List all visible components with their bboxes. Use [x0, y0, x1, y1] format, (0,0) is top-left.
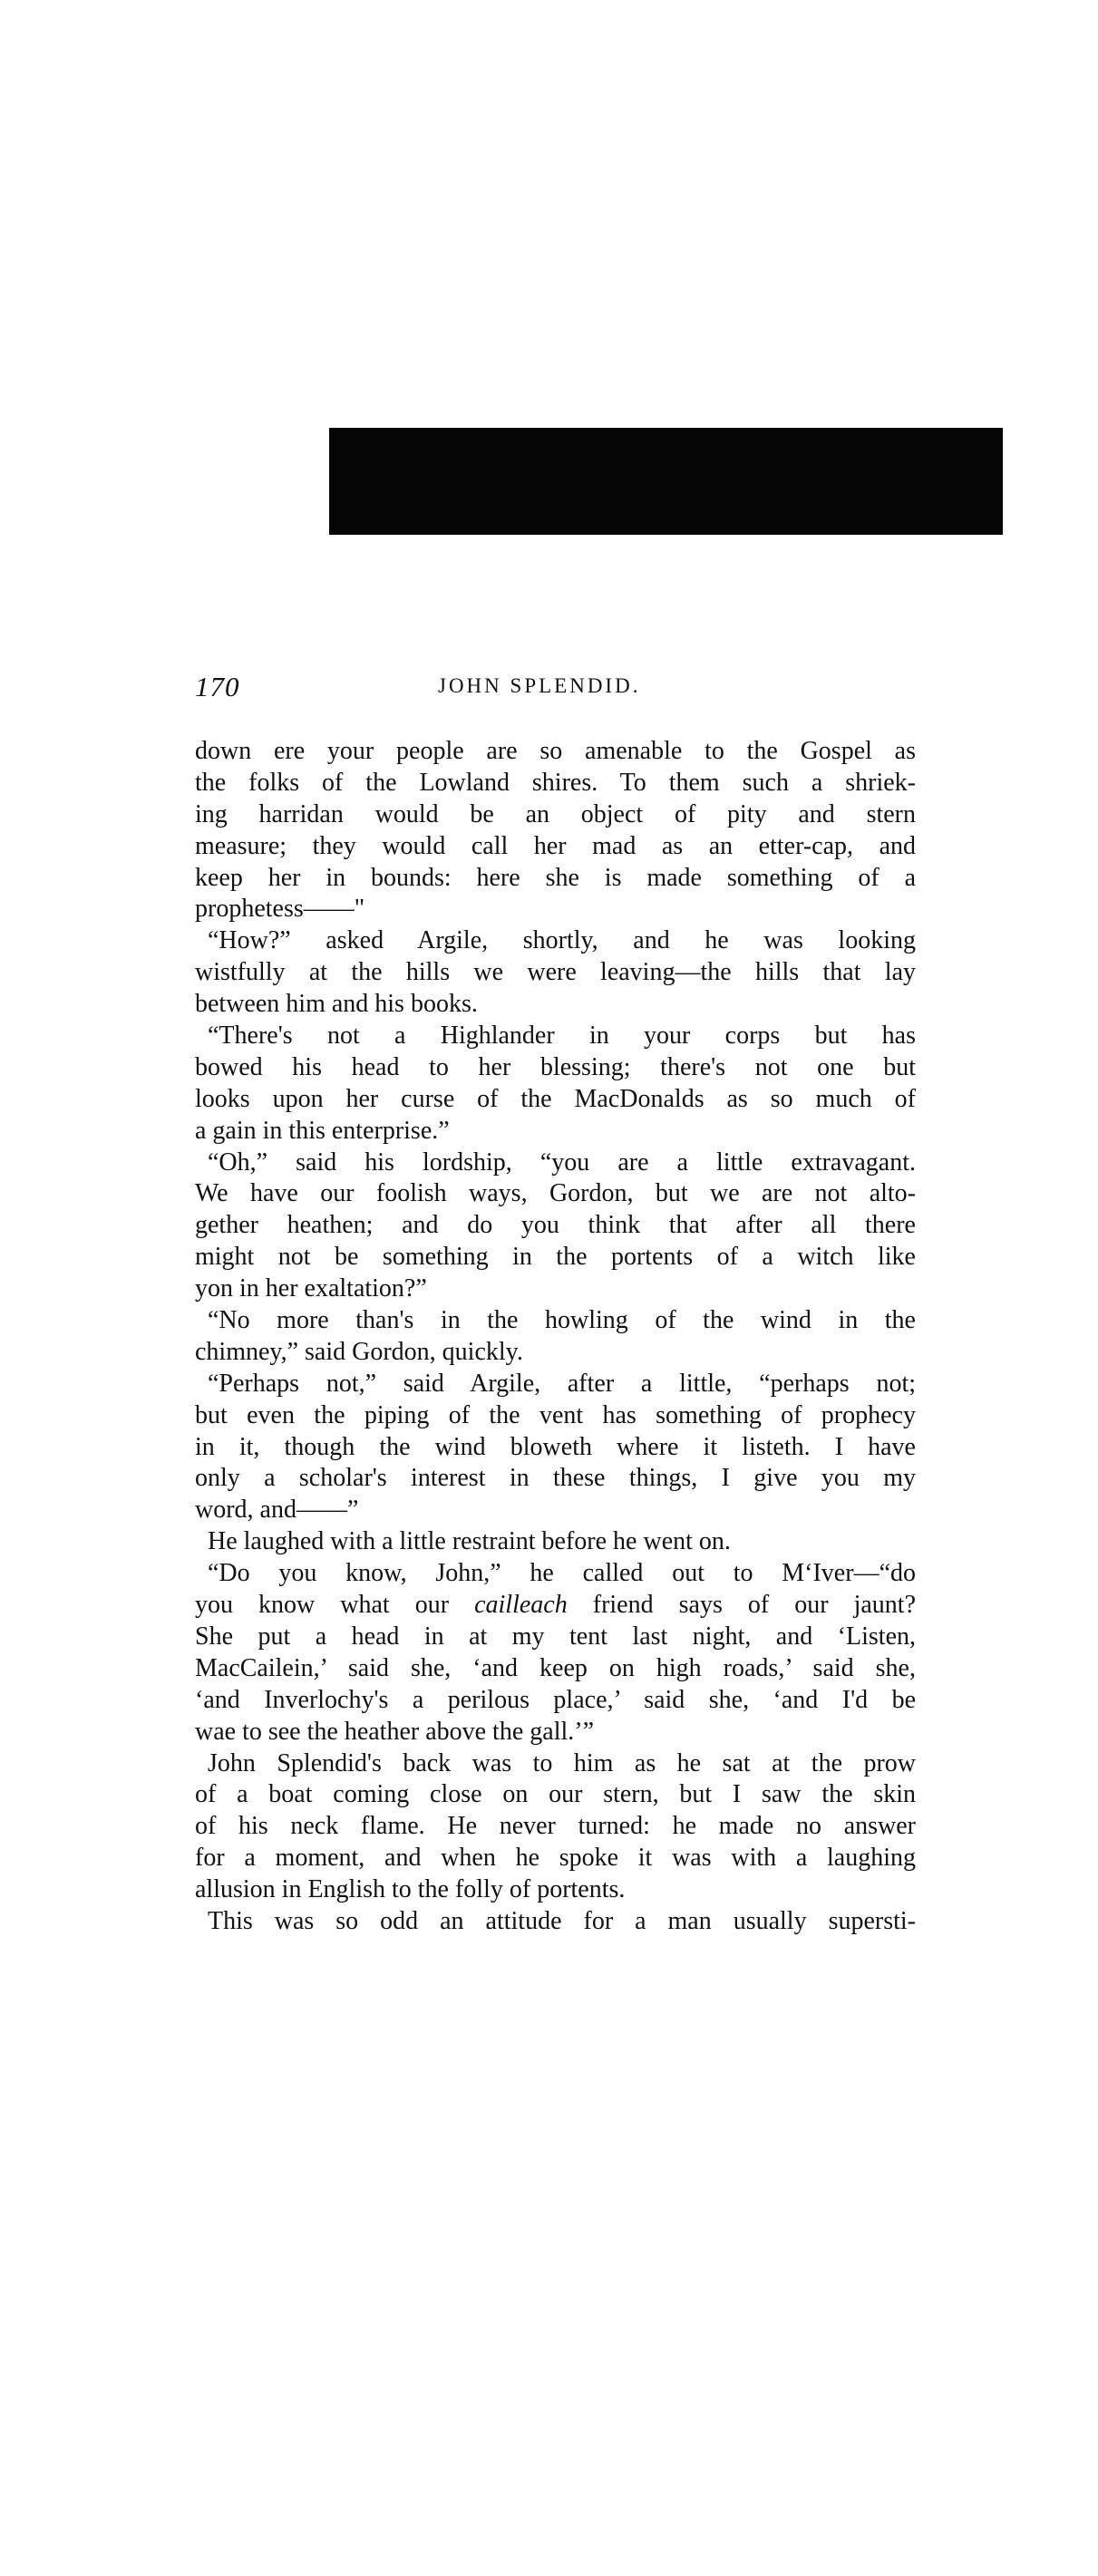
- text-line: We have our foolish ways, Gordon, but we are not alto-: [195, 1179, 916, 1208]
- running-title: JOHN SPLENDID.: [438, 674, 641, 697]
- text-line: bowed his head to her blessing; there's not one but: [195, 1052, 916, 1081]
- text-line: between him and his books.: [195, 990, 478, 1019]
- text-line: wistfully at the hills we were leaving—the hills that lay: [195, 958, 916, 987]
- running-head: [195, 671, 916, 707]
- text-line: of a boat coming close on our stern, but I saw the skin: [195, 1780, 916, 1809]
- text-line: in it, though the wind bloweth where it listeth. I have: [195, 1432, 916, 1461]
- text-line: gether heathen; and do you think that after all there: [195, 1211, 916, 1240]
- text-line: “Do you know, John,” he called out to M‘Iver—“do: [208, 1559, 916, 1588]
- text-line: ‘and Inverlochy's a perilous place,’ said she, ‘and I'd be: [195, 1685, 916, 1714]
- text-line: down ere your people are so amenable to the Gospel as: [195, 737, 916, 765]
- text-line: “No more than's in the howling of the wind in the: [208, 1306, 916, 1335]
- text-line: “There's not a Highlander in your corps but has: [208, 1022, 916, 1051]
- text-line: ing harridan would be an object of pity and stern: [195, 799, 916, 828]
- text-line: allusion in English to the folly of portents.: [195, 1875, 626, 1904]
- text-line: wae to see the heather above the gall.’”: [195, 1717, 595, 1746]
- italic-word: cailleach: [474, 1591, 568, 1620]
- text-line: prophetess——": [195, 895, 365, 924]
- text-line: “Oh,” said his lordship, “you are a little extravagant.: [208, 1148, 916, 1177]
- redaction-bar: [329, 428, 1003, 535]
- text-line: the folks of the Lowland shires. To them such a shriek-: [195, 768, 916, 797]
- text-line: keep her in bounds: here she is made something of a: [195, 863, 916, 892]
- text-line: “How?” asked Argile, shortly, and he was looking: [208, 926, 916, 955]
- text-line: only a scholar's interest in these things, I give you my: [195, 1464, 916, 1493]
- text-line: you know what our cailleach friend says of our jaunt?: [195, 1591, 916, 1620]
- text-line: John Splendid's back was to him as he sat at the prow: [208, 1748, 916, 1777]
- text-line: word, and——”: [195, 1496, 359, 1525]
- text-line: MacCailein,’ said she, ‘and keep on high roads,’ said she,: [195, 1653, 916, 1682]
- text-line: “Perhaps not,” said Argile, after a little, “perhaps not;: [208, 1369, 916, 1398]
- body-text: [195, 736, 916, 1938]
- text-line: This was so odd an attitude for a man usually supersti-: [208, 1906, 916, 1935]
- text-line: chimney,” said Gordon, quickly.: [195, 1337, 523, 1366]
- text-line: He laughed with a little restraint before he went on.: [208, 1527, 731, 1556]
- text-line: measure; they would call her mad as an etter-cap, and: [195, 831, 916, 860]
- text-line: She put a head in at my tent last night, and ‘Listen,: [195, 1622, 916, 1651]
- page-number: 170: [195, 671, 240, 702]
- text-line: a gain in this enterprise.”: [195, 1116, 450, 1145]
- text-line: but even the piping of the vent has something of prophecy: [195, 1400, 916, 1429]
- text-line: yon in her exaltation?”: [195, 1274, 427, 1303]
- text-line: of his neck flame. He never turned: he made no answer: [195, 1812, 916, 1841]
- text-line: looks upon her curse of the MacDonalds as so much of: [195, 1084, 916, 1113]
- text-line: might not be something in the portents of a witch like: [195, 1243, 916, 1272]
- text-line: for a moment, and when he spoke it was with a laughing: [195, 1844, 916, 1873]
